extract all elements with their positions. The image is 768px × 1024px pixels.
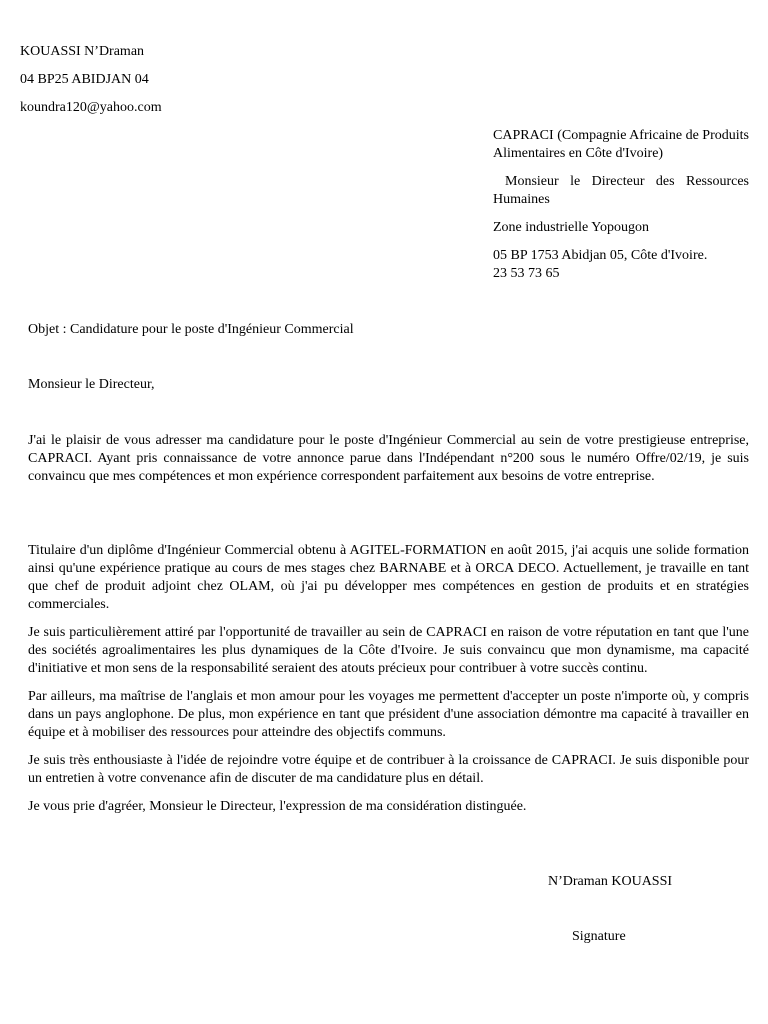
letter-paragraph: Je vous prie d'agréer, Monsieur le Directeur, l'expression de ma considération distinguée. bbox=[28, 799, 527, 814]
signature-label: Signature bbox=[572, 929, 626, 944]
recipient-block bbox=[493, 127, 749, 283]
sender-email: koundra120@yahoo.com bbox=[20, 100, 162, 115]
letter-salutation: Monsieur le Directeur, bbox=[28, 377, 155, 392]
letter-body-intro bbox=[28, 432, 749, 486]
recipient-zone: Zone industrielle Yopougon bbox=[493, 220, 649, 235]
letter-paragraph: Je suis particulièrement attiré par l'opportunité de travailler au sein de CAPRACI en raison de votre réputation en tant que l'une des sociétés agroalimentaires les plus dynamiques de la Côte d'Ivoire. Je suis convaincu que mon dynamisme, ma capacité d'initiative et mon sens de la responsabilité seraient des atouts précieux pour contribuer à votre succès continu. bbox=[28, 625, 749, 676]
sender-address: 04 BP25 ABIDJAN 04 bbox=[20, 72, 149, 87]
letter-body-main bbox=[28, 542, 749, 816]
recipient-company: CAPRACI (Compagnie Africaine de Produits Alimentaires en Côte d'Ivoire) bbox=[493, 128, 749, 161]
closing-name: N’Draman KOUASSI bbox=[548, 874, 673, 889]
letter-paragraph: Je suis très enthousiaste à l'idée de rejoindre votre équipe et de contribuer à la croissance de CAPRACI. Je suis disponible pour un entretien à votre convenance afin de discuter de ma candidature plus en détail. bbox=[28, 753, 749, 786]
recipient-phone: 23 53 73 65 bbox=[493, 266, 560, 281]
letter-paragraph: Titulaire d'un diplôme d'Ingénieur Commercial obtenu à AGITEL-FORMATION en août 2015, j'ai acquis une solide formation ainsi qu'une expérience pratique au cours de mes stages chez BARNABE et à ORCA DECO. Actuellement, je travaille en tant que chef de produit adjoint chez OLAM, où j'ai pu développer mes compétences en gestion de produits et en stratégies commerciales. bbox=[28, 543, 749, 612]
sender-name: KOUASSI N’Draman bbox=[20, 44, 145, 59]
recipient-postal: 05 BP 1753 Abidjan 05, Côte d'Ivoire. bbox=[493, 248, 708, 263]
letter-paragraph: J'ai le plaisir de vous adresser ma candidature pour le poste d'Ingénieur Commercial au sein de votre prestigieuse entreprise, CAPRACI. Ayant pris connaissance de votre annonce parue dans l'Indépendant n°200 sous le numéro Offre/02/19, je suis convaincu que mes compétences et mon expérience correspondent parfaitement aux besoins de votre entreprise. bbox=[28, 433, 749, 484]
recipient-attention: Monsieur le Directeur des Ressources Humaines bbox=[493, 174, 749, 207]
letter-paragraph: Par ailleurs, ma maîtrise de l'anglais et mon amour pour les voyages me permettent d'accepter un poste n'importe où, y compris dans un pays anglophone. De plus, mon expérience en tant que président d'une association démontre ma capacité à travailler en équipe et à mobiliser des ressources pour atteindre des objectifs communs. bbox=[28, 689, 749, 740]
letter-subject: Objet : Candidature pour le poste d'Ingénieur Commercial bbox=[28, 322, 354, 337]
